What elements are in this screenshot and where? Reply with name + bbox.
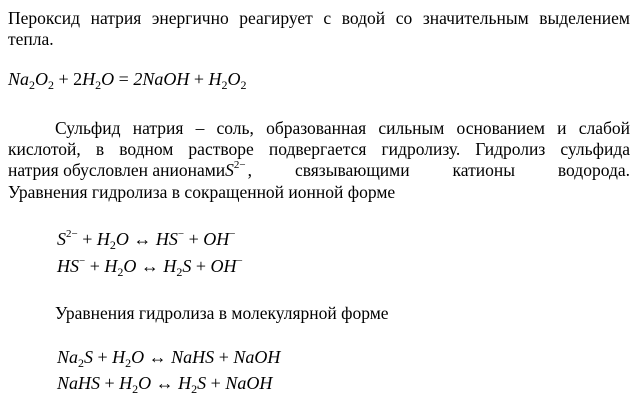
para2-line4: Уравнения гидролиза в сокращенной ионной форме: [8, 182, 396, 202]
molecular-equation-1: $Na_2S + H_2O$ ↔ NaHS + NaOH: [57, 347, 281, 370]
para2-line3: [8, 160, 630, 180]
para2-line3-end: , связывающими катионы водорода.: [247, 160, 630, 180]
para2-line1: Сульфид натрия – соль, образованная сильным основанием и слабой: [55, 118, 630, 138]
sulfide-ion: $S^{2-}$: [225, 159, 246, 180]
ionic-equation-2: $HS^- + H_2O$ ↔ $H_2S + OH^-$: [57, 255, 243, 279]
equation-peroxide-water: $Na_2O_2 + 2H_2O$ = 2NaOH + $H_2O_2$: [8, 69, 247, 92]
para2-line3-start: натрия обусловлен анионами: [8, 160, 226, 180]
para2-line2: кислотой, в водном растворе подвергается гидролизу. Гидролиз сульфида: [8, 139, 630, 159]
para1-line1: Пероксид натрия энергично реагирует с водой со значительным выделением: [8, 8, 630, 28]
ionic-equation-1: $S^{2-} + H_2O$ ↔ HS− + OH−: [57, 228, 236, 252]
para1-line2: тепла.: [8, 29, 54, 49]
molecular-equation-2: NaHS + $H_2O$ ↔ $H_2S$ + NaOH: [57, 373, 273, 396]
para3-line1: Уравнения гидролиза в молекулярной форме: [55, 303, 389, 323]
